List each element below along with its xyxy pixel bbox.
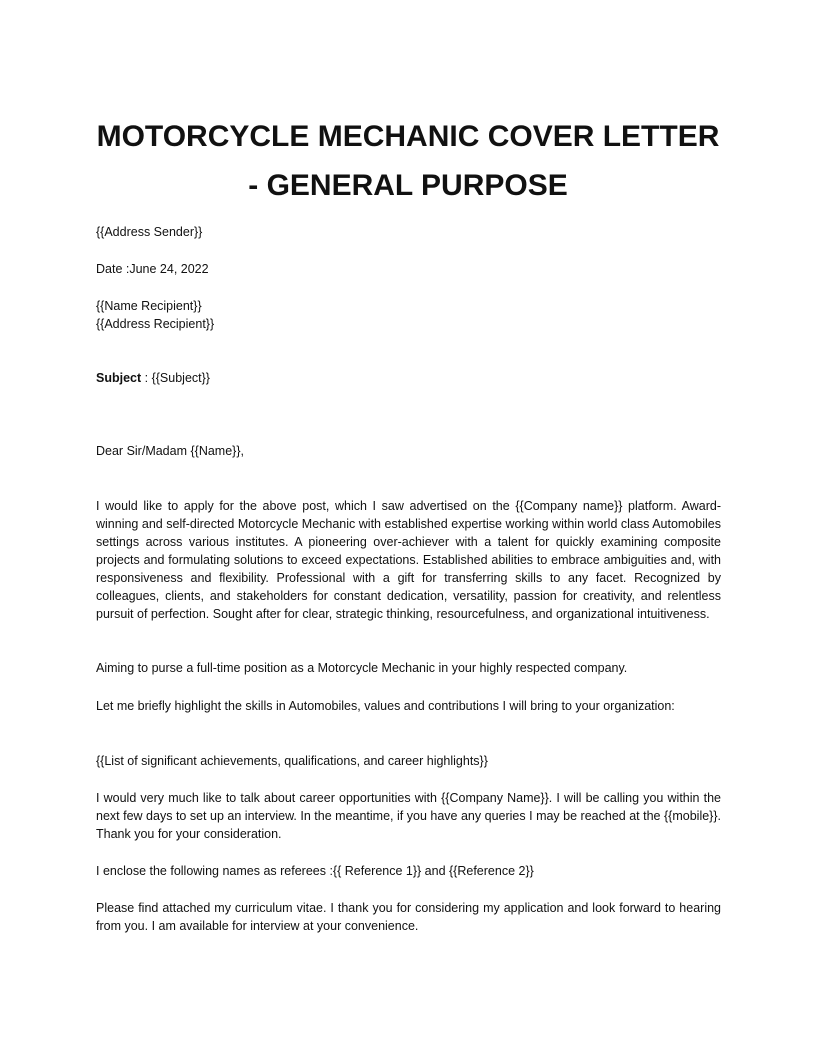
- body-paragraph-contact: I would very much like to talk about career opportunities with {{Company Name}}. I will be calling you within the next few days to set up an interview. In the meantime, if you have any queries I may be reached at the {{mobile}}. Thank you for your consideration.: [96, 791, 721, 841]
- body-paragraph-skills: Let me briefly highlight the skills in Automobiles, values and contributions I will bring to your organization:: [96, 699, 675, 713]
- subject-label: Subject: [96, 371, 142, 385]
- sender-address: {{Address Sender}}: [96, 225, 203, 239]
- date-line: Date :June 24, 2022: [96, 262, 209, 276]
- document-title: MOTORCYCLE MECHANIC COVER LETTER - GENERAL PURPOSE: [96, 120, 720, 202]
- recipient-name: {{Name Recipient}}: [96, 299, 202, 313]
- body-paragraph-closing: Please find attached my curriculum vitae. I thank you for considering my application and look forward to hearing from you. I am available for interview at your convenience.: [96, 901, 721, 933]
- body-paragraph-aim: Aiming to purse a full-time position as a Motorcycle Mechanic in your highly respected company.: [96, 661, 628, 675]
- subject-value: : {{Subject}}: [141, 371, 210, 385]
- body-paragraph-intro: I would like to apply for the above post, which I saw advertised on the {{Company name}} platform. Award-winning and self-directed Motorcycle Mechanic with established expertise working within world class Automobiles settings across various institutes. A pioneering over-achiever with a talent for quickly examining composite projects and formulating solutions to exceed expectations. Established abilities to embrace ambiguities and, with responsiveness and flexibility. Professional with a gift for transferring skills to any facet. Recognized by colleagues, clients, and stakeholders for constant dedication, versatility, passion for creativity, and relentless pursuit of perfection. Sought after for clear, strategic thinking, resourcefulness, and organizational intuitiveness.: [96, 499, 721, 621]
- body-paragraph-referees: I enclose the following names as referees :{{ Reference 1}} and {{Reference 2}}: [96, 864, 534, 878]
- subject-line: [96, 369, 721, 387]
- body-paragraph-achievements: {{List of significant achievements, qualifications, and career highlights}}: [96, 754, 488, 768]
- recipient-address: {{Address Recipient}}: [96, 317, 215, 331]
- salutation: Dear Sir/Madam {{Name}},: [96, 444, 244, 458]
